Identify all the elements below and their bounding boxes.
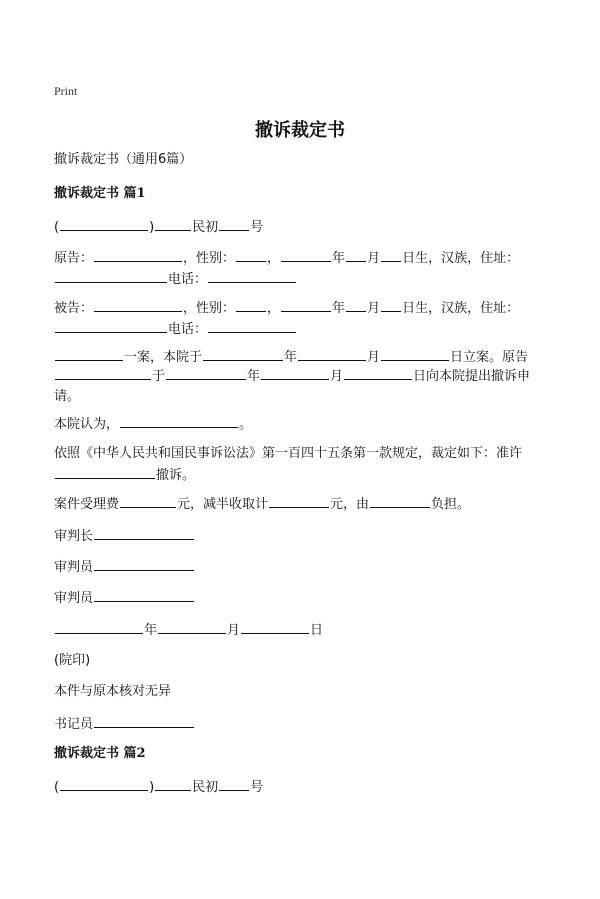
defendant-label: 被告： — [54, 301, 94, 316]
case-text: 于 — [152, 369, 166, 384]
case-number-end: 号 — [250, 780, 264, 795]
blank-field[interactable] — [261, 365, 329, 380]
birth-label: 日生，汉族，住址： — [402, 251, 520, 266]
chief-judge-label: 审判长 — [54, 529, 94, 544]
blank-field[interactable] — [94, 247, 182, 262]
ruling-paragraph — [54, 444, 550, 486]
blank-field[interactable] — [219, 216, 249, 231]
day-label: 日 — [310, 623, 324, 638]
fee-text: 负担。 — [431, 497, 471, 512]
blank-field[interactable] — [155, 216, 191, 231]
document-subtitle: 撤诉裁定书（通用6篇） — [54, 152, 193, 167]
blank-field[interactable] — [94, 556, 194, 571]
case-number-open: ( — [54, 220, 60, 235]
case-number-close: ) — [149, 780, 155, 795]
blank-field[interactable] — [94, 297, 182, 312]
year-label: 年 — [144, 623, 158, 638]
fee-text: 元，由 — [330, 497, 370, 512]
blank-field[interactable] — [166, 365, 246, 380]
phone-label: 电话： — [168, 272, 208, 287]
blank-field[interactable] — [208, 268, 296, 283]
year-label: 年 — [247, 369, 261, 384]
blank-field[interactable] — [346, 297, 366, 312]
month-label: 月 — [330, 369, 344, 384]
blank-field[interactable] — [120, 413, 238, 428]
judge-line-1 — [54, 556, 550, 578]
fee-line — [54, 493, 550, 515]
section-heading-2: 撤诉裁定书 篇2 — [54, 746, 146, 761]
blank-field[interactable] — [381, 247, 401, 262]
blank-field[interactable] — [236, 297, 266, 312]
blank-field[interactable] — [55, 318, 167, 333]
plaintiff-line-2 — [54, 268, 550, 290]
blank-field[interactable] — [344, 365, 412, 380]
court-view-text: 。 — [239, 417, 253, 432]
blank-field[interactable] — [120, 493, 176, 508]
blank-field[interactable] — [236, 247, 266, 262]
ruling-text: 撤诉。 — [156, 468, 196, 483]
month-label: 月 — [367, 350, 381, 365]
blank-field[interactable] — [208, 318, 296, 333]
blank-field[interactable] — [94, 587, 194, 602]
year-label: 年 — [332, 251, 346, 266]
blank-field[interactable] — [281, 297, 331, 312]
year-label: 年 — [284, 350, 298, 365]
blank-field[interactable] — [241, 619, 309, 634]
blank-field[interactable] — [55, 464, 155, 479]
chief-judge-line — [54, 525, 550, 547]
month-label: 月 — [367, 251, 381, 266]
judge-line-2 — [54, 587, 550, 609]
plaintiff-line — [54, 247, 550, 269]
court-view-text: 本院认为， — [54, 417, 120, 432]
blank-field[interactable] — [370, 493, 430, 508]
blank-field[interactable] — [94, 525, 194, 540]
gender-label: ，性别： — [183, 251, 236, 266]
blank-field[interactable] — [94, 713, 194, 728]
blank-field[interactable] — [381, 346, 449, 361]
case-text: 一案，本院于 — [124, 350, 203, 365]
phone-label: 电话： — [168, 322, 208, 337]
blank-field[interactable] — [281, 247, 331, 262]
case-number-mid: 民初 — [192, 220, 219, 235]
clerk-line — [54, 713, 550, 735]
print-label[interactable]: Print — [54, 84, 78, 98]
case-text: 日向本院提出撤诉申请。 — [54, 369, 531, 404]
blank-field[interactable] — [219, 776, 249, 791]
clerk-label: 书记员 — [54, 717, 94, 732]
blank-field[interactable] — [155, 776, 191, 791]
case-number-line-2 — [54, 776, 550, 798]
case-number-open: ( — [54, 780, 60, 795]
plaintiff-label: 原告： — [54, 251, 94, 266]
blank-field[interactable] — [346, 247, 366, 262]
verified-statement: 本件与原本核对无异 — [54, 684, 172, 699]
gender-label: ，性别： — [183, 301, 236, 316]
page-title: 撤诉裁定书 — [255, 120, 345, 141]
blank-field[interactable] — [55, 619, 143, 634]
defendant-line — [54, 297, 550, 319]
date-line — [54, 619, 550, 641]
case-number-line — [54, 216, 550, 238]
blank-field[interactable] — [55, 365, 151, 380]
year-label: 年 — [332, 301, 346, 316]
case-paragraph-line-2 — [54, 365, 550, 407]
court-seal: (院印) — [54, 653, 91, 668]
blank-field[interactable] — [60, 776, 148, 791]
blank-field[interactable] — [298, 346, 366, 361]
comma: ， — [267, 301, 281, 316]
fee-text: 案件受理费 — [54, 497, 120, 512]
month-label: 月 — [227, 623, 241, 638]
court-view-line — [54, 413, 550, 435]
blank-field[interactable] — [55, 346, 123, 361]
birth-label: 日生，汉族，住址： — [402, 301, 520, 316]
case-text: 日立案。原告 — [450, 350, 529, 365]
ruling-text: 依照《中华人民共和国民事诉讼法》第一百四十五条第一款规定，裁定如下：准许 — [54, 446, 523, 461]
blank-field[interactable] — [60, 216, 148, 231]
defendant-line-2 — [54, 318, 550, 340]
blank-field[interactable] — [269, 493, 329, 508]
blank-field[interactable] — [158, 619, 226, 634]
judge-label: 审判员 — [54, 591, 94, 606]
judge-label: 审判员 — [54, 560, 94, 575]
case-number-end: 号 — [250, 220, 264, 235]
case-number-close: ) — [149, 220, 155, 235]
blank-field[interactable] — [203, 346, 283, 361]
blank-field[interactable] — [381, 297, 401, 312]
comma: ， — [267, 251, 281, 266]
section-heading-1: 撤诉裁定书 篇1 — [54, 186, 146, 201]
case-number-mid: 民初 — [192, 780, 219, 795]
month-label: 月 — [367, 301, 381, 316]
fee-text: 元，减半收取计 — [177, 497, 269, 512]
blank-field[interactable] — [55, 268, 167, 283]
